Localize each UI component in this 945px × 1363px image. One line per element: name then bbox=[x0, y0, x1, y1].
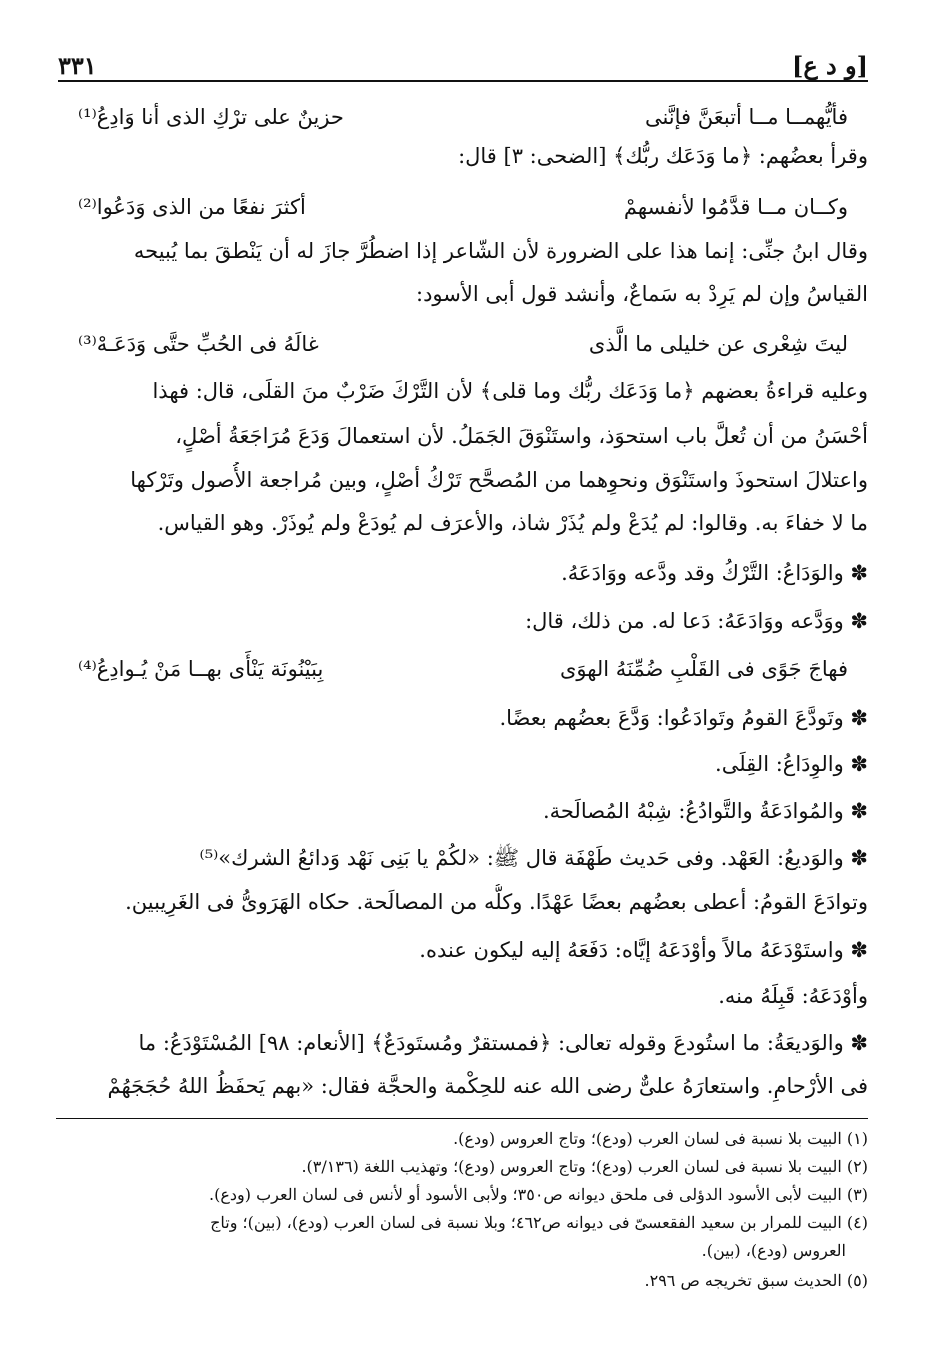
verse-hemistich-first: فهاجَ جَوًى فى القَلْبِ ضُمِّنَهُ الهوَى bbox=[559, 657, 848, 681]
entry-line: ✽ والوَدَاعُ: التَّرْكُ وقد ودَّعه ووَادَعَهُ. bbox=[561, 561, 868, 585]
verse-1 bbox=[58, 98, 868, 136]
page-number: ٣٣١ bbox=[58, 51, 97, 80]
entry-line: ✽ ووَدَّعه ووَادَعَهُ: دَعا له. من ذلك، قال: bbox=[525, 609, 868, 633]
footnote-divider bbox=[56, 1118, 868, 1119]
text-line: أحْسَنُ من أن تُعلَّ باب استحوَذ، واستَنْوَقَ الجَمَلُ. لأن استعمالَ وَدَعَ مُرَاجَعَةُ أصْلٍ، bbox=[175, 424, 868, 448]
verse-hemistich-second: حزينٌ على ترْكِ الذى أنا وَادِعُ⁽¹⁾ bbox=[78, 105, 344, 129]
text-line: وقرأ بعضُهم: ﴿ما وَدَعَك ربُّك﴾ [الضحى: ٣] قال: bbox=[458, 144, 868, 168]
verse-2 bbox=[58, 188, 868, 226]
verse-hemistich-first: وكــان مــا قدَّمُوا لأنفسهمْ bbox=[623, 195, 848, 219]
verse-hemistich-first: فأيُّهمــا مــا أتبعَنَّ فإنَّنى bbox=[644, 105, 848, 129]
footnote: (٤) البيت للمرار بن سعيد الفقعسىّ فى ديوانه ص٤٦٢؛ وبلا نسبة فى لسان العرب (ودع)، (بين)؛ وتاج bbox=[210, 1213, 868, 1232]
entry-line: ✽ والوَديعُ: العَهْد. وفى حَديث طَهْفَة قال ﷺ: «لكُمْ يا بَنِى نَهْد وَدائعُ الشرك»⁽⁵⁾ bbox=[199, 846, 868, 870]
entry-line: ✽ والمُوادَعَةُ والتَّوادُعُ: شِبْهُ المُصالَحة. bbox=[542, 799, 868, 823]
text-line: ما لا خفاءَ به. وقالوا: لم يُدَعْ ولم يُذَرْ شاذ، والأعرَف لم يُودَعْ ولم يُوذَرْ. وهو القياس. bbox=[157, 511, 868, 535]
verse-4 bbox=[58, 650, 868, 688]
text-line: وقال ابنُ جنِّى: إنما هذا على الضرورة لأن الشّاعر إذا اضطُرَّ جازَ له أن يَنْطقَ بما يُبيحه bbox=[133, 239, 868, 263]
entry-line: وتوادَعَ القومُ: أعطى بعضُهم بعضًا عَهْدًا. وكلُّه من المصالَحة. حكاه الهَرَوىُّ فى الغَرِيبين. bbox=[125, 890, 868, 914]
footnote: (١) البيت بلا نسبة فى لسان العرب (ودع)؛ وتاج العروس (ودع). bbox=[453, 1129, 868, 1148]
text-line: وعليه قراءةُ بعضهم ﴿ما وَدَعَك ربُّك وما قلى﴾ لأن التَّرْكَ ضَرْبٌ منَ القلَى، قال: فهذا bbox=[152, 379, 868, 403]
text-line: واعتلالَ استحوذَ واستَنْوَق ونحوِهما من المُصحَّح تَرْكُ أصْلٍ، وبين مُراجعة الأُصول وتَرْكها bbox=[130, 468, 868, 492]
entry-line: ✽ وتَودَّعَ القومُ وتَوادَعُوا: وَدَّعَ بعضُهم بعضًا. bbox=[499, 706, 868, 730]
entry-line: وأوْدَعَهُ: قَبِلَهُ منه. bbox=[718, 984, 868, 1008]
footnote: (٣) البيت لأبى الأسود الدؤلى فى ملحق ديوانه ص٣٥٠؛ ولأبى الأسود أو لأنس فى لسان العرب (ودع). bbox=[209, 1185, 868, 1204]
page-header bbox=[58, 40, 868, 82]
verse-hemistich-second: غالَهُ فى الحُبِّ حتَّى وَدَعَـهْ⁽³⁾ bbox=[78, 332, 319, 356]
entry-line: فى الأرْحامِ. واستعارَهُ علىٌّ رضى الله عنه للحِكْمة والحجَّة فقال: «بهم يَحفَظُ اللهُ حُجَجَهُمْ bbox=[107, 1074, 868, 1098]
text-line: القياسُ وإن لم يَرِدْ به سَماعٌ، وأنشد قول أبى الأسود: bbox=[416, 282, 868, 306]
verse-hemistich-second: بِبَيْنُونَة يَنْأَى بهــا مَنْ يُـوادِعُ⁽⁴⁾ bbox=[78, 657, 324, 681]
footnote: (٢) البيت بلا نسبة فى لسان العرب (ودع)؛ وتاج العروس (ودع)؛ وتهذيب اللغة (٣/١٣٦). bbox=[301, 1157, 868, 1176]
entry-line: ✽ والوِدَاعُ: القِلَى. bbox=[715, 752, 868, 776]
book-page bbox=[58, 40, 868, 1330]
verse-hemistich-second: أكثرَ نفعًا من الذى وَدَعُوا⁽²⁾ bbox=[78, 195, 306, 219]
entry-line: ✽ والوَديعَةُ: ما استُودعَ وقوله تعالى: ﴿فمستقرٌ ومُستَودَعٌ﴾ [الأنعام: ٩٨] المُسْتَوْدَعُ: ما bbox=[138, 1031, 868, 1055]
footnote-continuation: العروس (ودع)، (بين). bbox=[701, 1241, 846, 1260]
footnote: (٥) الحديث سبق تخريجه ص ٢٩٦. bbox=[644, 1271, 868, 1290]
verse-hemistich-first: ليتَ شِعْرى عن خليلى ما الَّذى bbox=[588, 332, 848, 356]
root-heading: [و د ع] bbox=[791, 51, 868, 80]
entry-line: ✽ واستَوْدَعَهُ مالاً وأوْدَعَهُ إيَّاه: دَفَعَهُ إليه ليكون عنده. bbox=[419, 938, 868, 962]
verse-3 bbox=[58, 325, 868, 363]
